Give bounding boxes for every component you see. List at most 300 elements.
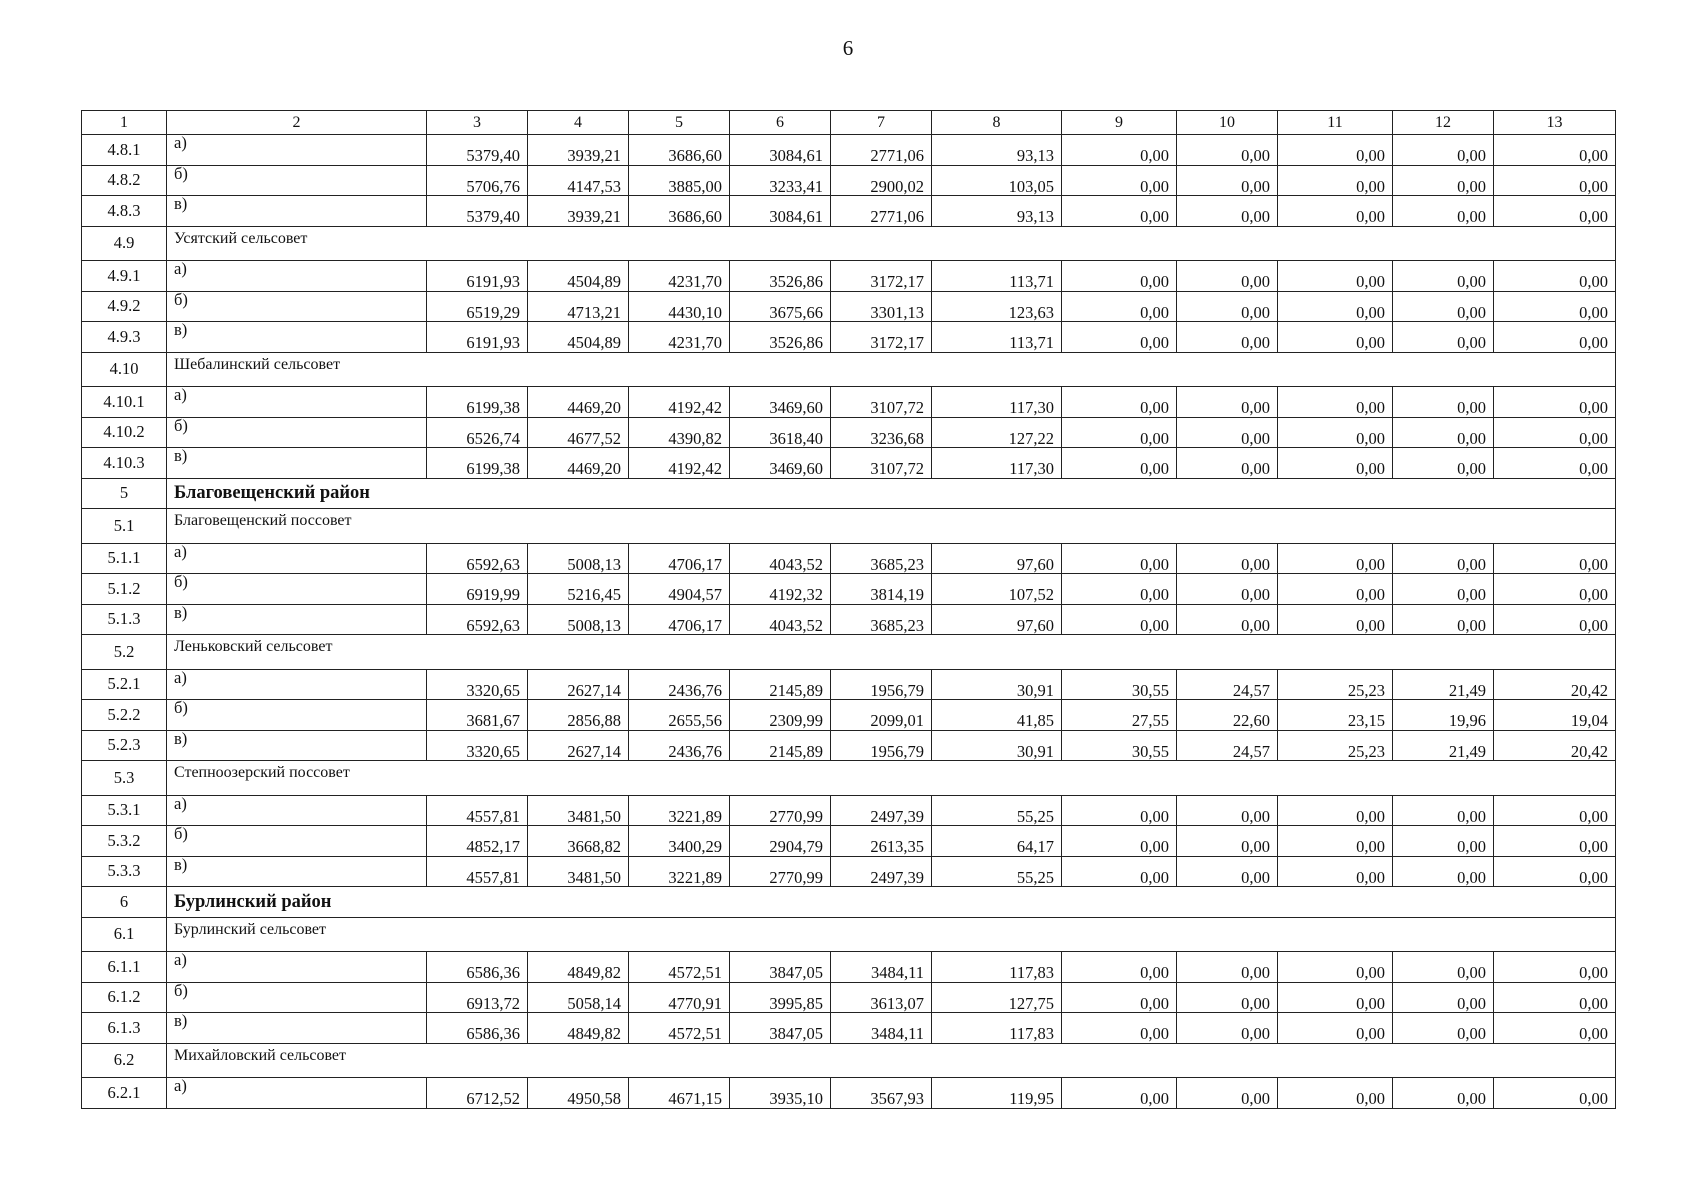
value-cell-col-5: 3221,89: [629, 795, 730, 826]
row-variant: б): [167, 574, 427, 605]
value-cell-col-4: 5008,13: [528, 543, 629, 574]
value-cell-col-7: 2771,06: [831, 196, 932, 227]
value-cell-col-4: 3939,21: [528, 135, 629, 166]
value-cell-col-4: 2627,14: [528, 730, 629, 761]
value-cell-col-7: 1956,79: [831, 730, 932, 761]
value-cell-col-9: 0,00: [1062, 387, 1177, 418]
value-cell-col-8: 127,75: [932, 982, 1062, 1013]
row-variant: б): [167, 417, 427, 448]
value-cell-col-9: 0,00: [1062, 417, 1177, 448]
value-cell-col-7: 3107,72: [831, 448, 932, 479]
value-cell-col-6: 3084,61: [730, 135, 831, 166]
value-cell-col-6: 3526,86: [730, 322, 831, 353]
row-code: 5.3.2: [82, 826, 167, 857]
value-cell-col-6: 4043,52: [730, 604, 831, 635]
value-cell-col-4: 3668,82: [528, 826, 629, 857]
value-cell-col-5: 4904,57: [629, 574, 730, 605]
value-cell-col-5: 4770,91: [629, 982, 730, 1013]
value-cell-col-12: 0,00: [1393, 574, 1494, 605]
row-code: 4.8.1: [82, 135, 167, 166]
value-cell-col-5: 4231,70: [629, 261, 730, 292]
row-code: 4.8.2: [82, 165, 167, 196]
value-cell-col-8: 123,63: [932, 291, 1062, 322]
row-code: 5.2.2: [82, 700, 167, 731]
value-cell-col-4: 4677,52: [528, 417, 629, 448]
row-variant: в): [167, 196, 427, 227]
row-code: 6.1.1: [82, 952, 167, 983]
council-name: Шебалинский сельсовет: [167, 352, 1616, 387]
value-cell-col-9: 0,00: [1062, 261, 1177, 292]
value-cell-col-12: 0,00: [1393, 322, 1494, 353]
row-variant: в): [167, 1013, 427, 1044]
column-number-6: 6: [730, 111, 831, 135]
council-name: Михайловский сельсовет: [167, 1043, 1616, 1078]
value-cell-col-6: 4043,52: [730, 543, 831, 574]
value-cell-col-7: 3172,17: [831, 261, 932, 292]
value-cell-col-7: 3107,72: [831, 387, 932, 418]
value-cell-col-3: 5379,40: [427, 196, 528, 227]
value-cell-col-11: 23,15: [1278, 700, 1393, 731]
value-cell-col-4: 3939,21: [528, 196, 629, 227]
value-cell-col-8: 103,05: [932, 165, 1062, 196]
value-cell-col-3: 3320,65: [427, 730, 528, 761]
table-row: [82, 261, 1616, 292]
value-cell-col-8: 55,25: [932, 795, 1062, 826]
value-cell-col-12: 0,00: [1393, 543, 1494, 574]
value-cell-col-11: 0,00: [1278, 1013, 1393, 1044]
row-code: 4.9.1: [82, 261, 167, 292]
table-row: [82, 604, 1616, 635]
value-cell-col-13: 0,00: [1494, 135, 1616, 166]
value-cell-col-8: 41,85: [932, 700, 1062, 731]
row-variant: б): [167, 826, 427, 857]
value-cell-col-6: 2145,89: [730, 669, 831, 700]
value-cell-col-5: 2655,56: [629, 700, 730, 731]
row-variant: а): [167, 261, 427, 292]
value-cell-col-12: 0,00: [1393, 196, 1494, 227]
row-variant: а): [167, 135, 427, 166]
council-name: Бурлинский сельсовет: [167, 917, 1616, 952]
value-cell-col-9: 30,55: [1062, 669, 1177, 700]
value-cell-col-3: 6519,29: [427, 291, 528, 322]
value-cell-col-12: 0,00: [1393, 1078, 1494, 1109]
value-cell-col-3: 6913,72: [427, 982, 528, 1013]
value-cell-col-5: 4572,51: [629, 1013, 730, 1044]
value-cell-col-10: 0,00: [1177, 1078, 1278, 1109]
column-number-4: 4: [528, 111, 629, 135]
row-variant: а): [167, 1078, 427, 1109]
value-cell-col-9: 0,00: [1062, 1013, 1177, 1044]
table-row: [82, 448, 1616, 479]
value-cell-col-3: 4557,81: [427, 795, 528, 826]
value-cell-col-10: 0,00: [1177, 196, 1278, 227]
value-cell-col-8: 97,60: [932, 604, 1062, 635]
value-cell-col-3: 6191,93: [427, 322, 528, 353]
value-cell-col-8: 107,52: [932, 574, 1062, 605]
value-cell-col-8: 127,22: [932, 417, 1062, 448]
value-cell-col-12: 0,00: [1393, 604, 1494, 635]
column-number-3: 3: [427, 111, 528, 135]
table-body: [82, 111, 1616, 1109]
row-code: 4.8.3: [82, 196, 167, 227]
row-variant: б): [167, 982, 427, 1013]
value-cell-col-7: 3484,11: [831, 1013, 932, 1044]
value-cell-col-4: 2856,88: [528, 700, 629, 731]
value-cell-col-13: 0,00: [1494, 952, 1616, 983]
value-cell-col-10: 0,00: [1177, 1013, 1278, 1044]
column-number-8: 8: [932, 111, 1062, 135]
value-cell-col-10: 0,00: [1177, 952, 1278, 983]
row-code: 6.1.3: [82, 1013, 167, 1044]
value-cell-col-5: 3885,00: [629, 165, 730, 196]
value-cell-col-8: 117,30: [932, 387, 1062, 418]
value-cell-col-7: 3484,11: [831, 952, 932, 983]
value-cell-col-4: 4849,82: [528, 1013, 629, 1044]
table-row: [82, 165, 1616, 196]
value-cell-col-13: 0,00: [1494, 574, 1616, 605]
row-variant: б): [167, 165, 427, 196]
value-cell-col-6: 3995,85: [730, 982, 831, 1013]
council-name: Леньковский сельсовет: [167, 635, 1616, 670]
column-number-7: 7: [831, 111, 932, 135]
value-cell-col-13: 0,00: [1494, 291, 1616, 322]
row-code: 5.1.2: [82, 574, 167, 605]
value-cell-col-12: 0,00: [1393, 417, 1494, 448]
row-code: 4.10: [82, 352, 167, 387]
row-code: 4.10.1: [82, 387, 167, 418]
value-cell-col-13: 0,00: [1494, 417, 1616, 448]
row-code: 5: [82, 478, 167, 509]
value-cell-col-4: 4469,20: [528, 387, 629, 418]
value-cell-col-10: 0,00: [1177, 826, 1278, 857]
table-row: [82, 135, 1616, 166]
value-cell-col-6: 3675,66: [730, 291, 831, 322]
value-cell-col-7: 3172,17: [831, 322, 932, 353]
row-code: 4.9.2: [82, 291, 167, 322]
table-row: [82, 543, 1616, 574]
row-variant: в): [167, 730, 427, 761]
value-cell-col-8: 117,83: [932, 952, 1062, 983]
row-code: 6.2: [82, 1043, 167, 1078]
value-cell-col-11: 0,00: [1278, 795, 1393, 826]
value-cell-col-4: 4950,58: [528, 1078, 629, 1109]
value-cell-col-11: 0,00: [1278, 952, 1393, 983]
value-cell-col-7: 3301,13: [831, 291, 932, 322]
value-cell-col-6: 3469,60: [730, 387, 831, 418]
row-code: 5.2: [82, 635, 167, 670]
value-cell-col-12: 0,00: [1393, 261, 1494, 292]
value-cell-col-5: 3686,60: [629, 135, 730, 166]
value-cell-col-11: 0,00: [1278, 982, 1393, 1013]
value-cell-col-3: 6586,36: [427, 952, 528, 983]
value-cell-col-7: 3613,07: [831, 982, 932, 1013]
table-row: [82, 700, 1616, 731]
table-row: [82, 795, 1616, 826]
value-cell-col-6: 2145,89: [730, 730, 831, 761]
value-cell-col-8: 30,91: [932, 730, 1062, 761]
district-name: Бурлинский район: [167, 887, 1616, 918]
tariff-table: [81, 110, 1616, 1109]
row-code: 6.1.2: [82, 982, 167, 1013]
value-cell-col-4: 5058,14: [528, 982, 629, 1013]
row-variant: а): [167, 387, 427, 418]
column-number-12: 12: [1393, 111, 1494, 135]
value-cell-col-12: 0,00: [1393, 856, 1494, 887]
table-row: [82, 826, 1616, 857]
council-heading-row: [82, 635, 1616, 670]
value-cell-col-3: 3681,67: [427, 700, 528, 731]
row-variant: в): [167, 856, 427, 887]
value-cell-col-5: 4390,82: [629, 417, 730, 448]
value-cell-col-8: 117,83: [932, 1013, 1062, 1044]
row-code: 4.10.3: [82, 448, 167, 479]
value-cell-col-11: 0,00: [1278, 448, 1393, 479]
table-row: [82, 417, 1616, 448]
value-cell-col-5: 2436,76: [629, 669, 730, 700]
value-cell-col-11: 0,00: [1278, 291, 1393, 322]
district-heading-row: [82, 887, 1616, 918]
value-cell-col-9: 0,00: [1062, 1078, 1177, 1109]
value-cell-col-9: 0,00: [1062, 322, 1177, 353]
value-cell-col-13: 0,00: [1494, 322, 1616, 353]
table-row: [82, 730, 1616, 761]
value-cell-col-4: 2627,14: [528, 669, 629, 700]
value-cell-col-4: 3481,50: [528, 856, 629, 887]
value-cell-col-10: 0,00: [1177, 982, 1278, 1013]
row-variant: в): [167, 604, 427, 635]
value-cell-col-8: 64,17: [932, 826, 1062, 857]
row-code: 4.9: [82, 226, 167, 261]
council-name: Степноозерский поссовет: [167, 761, 1616, 796]
value-cell-col-9: 0,00: [1062, 856, 1177, 887]
value-cell-col-4: 3481,50: [528, 795, 629, 826]
value-cell-col-9: 0,00: [1062, 448, 1177, 479]
value-cell-col-13: 0,00: [1494, 826, 1616, 857]
row-variant: б): [167, 700, 427, 731]
value-cell-col-5: 4192,42: [629, 448, 730, 479]
value-cell-col-7: 3685,23: [831, 543, 932, 574]
value-cell-col-4: 5008,13: [528, 604, 629, 635]
value-cell-col-5: 4430,10: [629, 291, 730, 322]
value-cell-col-10: 0,00: [1177, 448, 1278, 479]
value-cell-col-12: 21,49: [1393, 669, 1494, 700]
value-cell-col-12: 0,00: [1393, 982, 1494, 1013]
value-cell-col-7: 2497,39: [831, 795, 932, 826]
column-number-13: 13: [1494, 111, 1616, 135]
value-cell-col-6: 3084,61: [730, 196, 831, 227]
row-code: 5.1.1: [82, 543, 167, 574]
row-variant: в): [167, 448, 427, 479]
page-number: 6: [842, 36, 854, 60]
value-cell-col-6: 2770,99: [730, 856, 831, 887]
value-cell-col-9: 0,00: [1062, 135, 1177, 166]
value-cell-col-5: 4572,51: [629, 952, 730, 983]
value-cell-col-4: 4147,53: [528, 165, 629, 196]
value-cell-col-8: 30,91: [932, 669, 1062, 700]
value-cell-col-4: 4504,89: [528, 261, 629, 292]
value-cell-col-12: 0,00: [1393, 1013, 1494, 1044]
value-cell-col-7: 3236,68: [831, 417, 932, 448]
row-code: 6: [82, 887, 167, 918]
value-cell-col-4: 4504,89: [528, 322, 629, 353]
value-cell-col-11: 25,23: [1278, 669, 1393, 700]
value-cell-col-6: 2904,79: [730, 826, 831, 857]
value-cell-col-8: 55,25: [932, 856, 1062, 887]
value-cell-col-5: 4231,70: [629, 322, 730, 353]
value-cell-col-10: 24,57: [1177, 669, 1278, 700]
value-cell-col-11: 0,00: [1278, 1078, 1393, 1109]
value-cell-col-6: 3469,60: [730, 448, 831, 479]
value-cell-col-5: 3686,60: [629, 196, 730, 227]
value-cell-col-12: 0,00: [1393, 165, 1494, 196]
value-cell-col-11: 0,00: [1278, 856, 1393, 887]
table-row: [82, 291, 1616, 322]
table-row: [82, 1078, 1616, 1109]
column-number-2: 2: [167, 111, 427, 135]
council-heading-row: [82, 226, 1616, 261]
value-cell-col-13: 0,00: [1494, 165, 1616, 196]
value-cell-col-11: 0,00: [1278, 261, 1393, 292]
value-cell-col-8: 119,95: [932, 1078, 1062, 1109]
council-name: Усятский сельсовет: [167, 226, 1616, 261]
value-cell-col-9: 0,00: [1062, 543, 1177, 574]
value-cell-col-4: 4849,82: [528, 952, 629, 983]
value-cell-col-5: 2436,76: [629, 730, 730, 761]
value-cell-col-12: 0,00: [1393, 952, 1494, 983]
table-row: [82, 322, 1616, 353]
value-cell-col-3: 6592,63: [427, 543, 528, 574]
value-cell-col-5: 4706,17: [629, 543, 730, 574]
column-number-5: 5: [629, 111, 730, 135]
value-cell-col-10: 0,00: [1177, 165, 1278, 196]
value-cell-col-13: 0,00: [1494, 982, 1616, 1013]
value-cell-col-7: 1956,79: [831, 669, 932, 700]
value-cell-col-5: 4192,42: [629, 387, 730, 418]
value-cell-col-9: 0,00: [1062, 291, 1177, 322]
value-cell-col-3: 4852,17: [427, 826, 528, 857]
table-row: [82, 856, 1616, 887]
row-code: 5.3: [82, 761, 167, 796]
value-cell-col-12: 0,00: [1393, 387, 1494, 418]
value-cell-col-13: 0,00: [1494, 1078, 1616, 1109]
value-cell-col-9: 0,00: [1062, 165, 1177, 196]
value-cell-col-7: 2771,06: [831, 135, 932, 166]
value-cell-col-13: 0,00: [1494, 387, 1616, 418]
value-cell-col-3: 6199,38: [427, 387, 528, 418]
column-number-9: 9: [1062, 111, 1177, 135]
value-cell-col-11: 0,00: [1278, 322, 1393, 353]
value-cell-col-8: 93,13: [932, 196, 1062, 227]
value-cell-col-13: 0,00: [1494, 795, 1616, 826]
value-cell-col-7: 2497,39: [831, 856, 932, 887]
value-cell-col-9: 30,55: [1062, 730, 1177, 761]
value-cell-col-3: 6191,93: [427, 261, 528, 292]
row-variant: а): [167, 795, 427, 826]
row-variant: б): [167, 291, 427, 322]
value-cell-col-9: 0,00: [1062, 826, 1177, 857]
row-code: 5.2.1: [82, 669, 167, 700]
value-cell-col-3: 5379,40: [427, 135, 528, 166]
value-cell-col-7: 3814,19: [831, 574, 932, 605]
table-row: [82, 669, 1616, 700]
value-cell-col-3: 6199,38: [427, 448, 528, 479]
value-cell-col-9: 0,00: [1062, 196, 1177, 227]
table-row: [82, 387, 1616, 418]
council-heading-row: [82, 509, 1616, 544]
value-cell-col-11: 0,00: [1278, 135, 1393, 166]
value-cell-col-4: 5216,45: [528, 574, 629, 605]
table-row: [82, 1013, 1616, 1044]
value-cell-col-12: 0,00: [1393, 826, 1494, 857]
row-code: 4.9.3: [82, 322, 167, 353]
value-cell-col-11: 0,00: [1278, 417, 1393, 448]
row-code: 5.2.3: [82, 730, 167, 761]
table-row: [82, 982, 1616, 1013]
value-cell-col-12: 0,00: [1393, 795, 1494, 826]
value-cell-col-13: 20,42: [1494, 669, 1616, 700]
value-cell-col-10: 22,60: [1177, 700, 1278, 731]
table-row: [82, 196, 1616, 227]
value-cell-col-10: 0,00: [1177, 856, 1278, 887]
row-code: 5.1: [82, 509, 167, 544]
value-cell-col-13: 0,00: [1494, 261, 1616, 292]
value-cell-col-10: 0,00: [1177, 291, 1278, 322]
value-cell-col-11: 0,00: [1278, 165, 1393, 196]
value-cell-col-13: 20,42: [1494, 730, 1616, 761]
value-cell-col-10: 0,00: [1177, 387, 1278, 418]
value-cell-col-8: 117,30: [932, 448, 1062, 479]
value-cell-col-3: 6712,52: [427, 1078, 528, 1109]
value-cell-col-10: 24,57: [1177, 730, 1278, 761]
value-cell-col-12: 21,49: [1393, 730, 1494, 761]
value-cell-col-5: 3400,29: [629, 826, 730, 857]
council-heading-row: [82, 352, 1616, 387]
column-number-1: 1: [82, 111, 167, 135]
row-code: 6.1: [82, 917, 167, 952]
value-cell-col-10: 0,00: [1177, 417, 1278, 448]
row-variant: а): [167, 952, 427, 983]
value-cell-col-10: 0,00: [1177, 574, 1278, 605]
value-cell-col-7: 2900,02: [831, 165, 932, 196]
value-cell-col-7: 3567,93: [831, 1078, 932, 1109]
value-cell-col-13: 19,04: [1494, 700, 1616, 731]
value-cell-col-6: 3847,05: [730, 1013, 831, 1044]
value-cell-col-8: 113,71: [932, 322, 1062, 353]
row-code: 5.3.3: [82, 856, 167, 887]
value-cell-col-11: 0,00: [1278, 196, 1393, 227]
value-cell-col-3: 3320,65: [427, 669, 528, 700]
value-cell-col-6: 2309,99: [730, 700, 831, 731]
value-cell-col-6: 3526,86: [730, 261, 831, 292]
value-cell-col-3: 6586,36: [427, 1013, 528, 1044]
table-row: [82, 574, 1616, 605]
district-name: Благовещенский район: [167, 478, 1616, 509]
value-cell-col-11: 0,00: [1278, 826, 1393, 857]
value-cell-col-6: 3233,41: [730, 165, 831, 196]
value-cell-col-4: 4469,20: [528, 448, 629, 479]
value-cell-col-13: 0,00: [1494, 196, 1616, 227]
value-cell-col-13: 0,00: [1494, 448, 1616, 479]
value-cell-col-3: 4557,81: [427, 856, 528, 887]
value-cell-col-10: 0,00: [1177, 135, 1278, 166]
council-heading-row: [82, 761, 1616, 796]
row-code: 5.1.3: [82, 604, 167, 635]
value-cell-col-13: 0,00: [1494, 604, 1616, 635]
value-cell-col-5: 4671,15: [629, 1078, 730, 1109]
value-cell-col-12: 0,00: [1393, 135, 1494, 166]
value-cell-col-3: 5706,76: [427, 165, 528, 196]
value-cell-col-6: 3847,05: [730, 952, 831, 983]
